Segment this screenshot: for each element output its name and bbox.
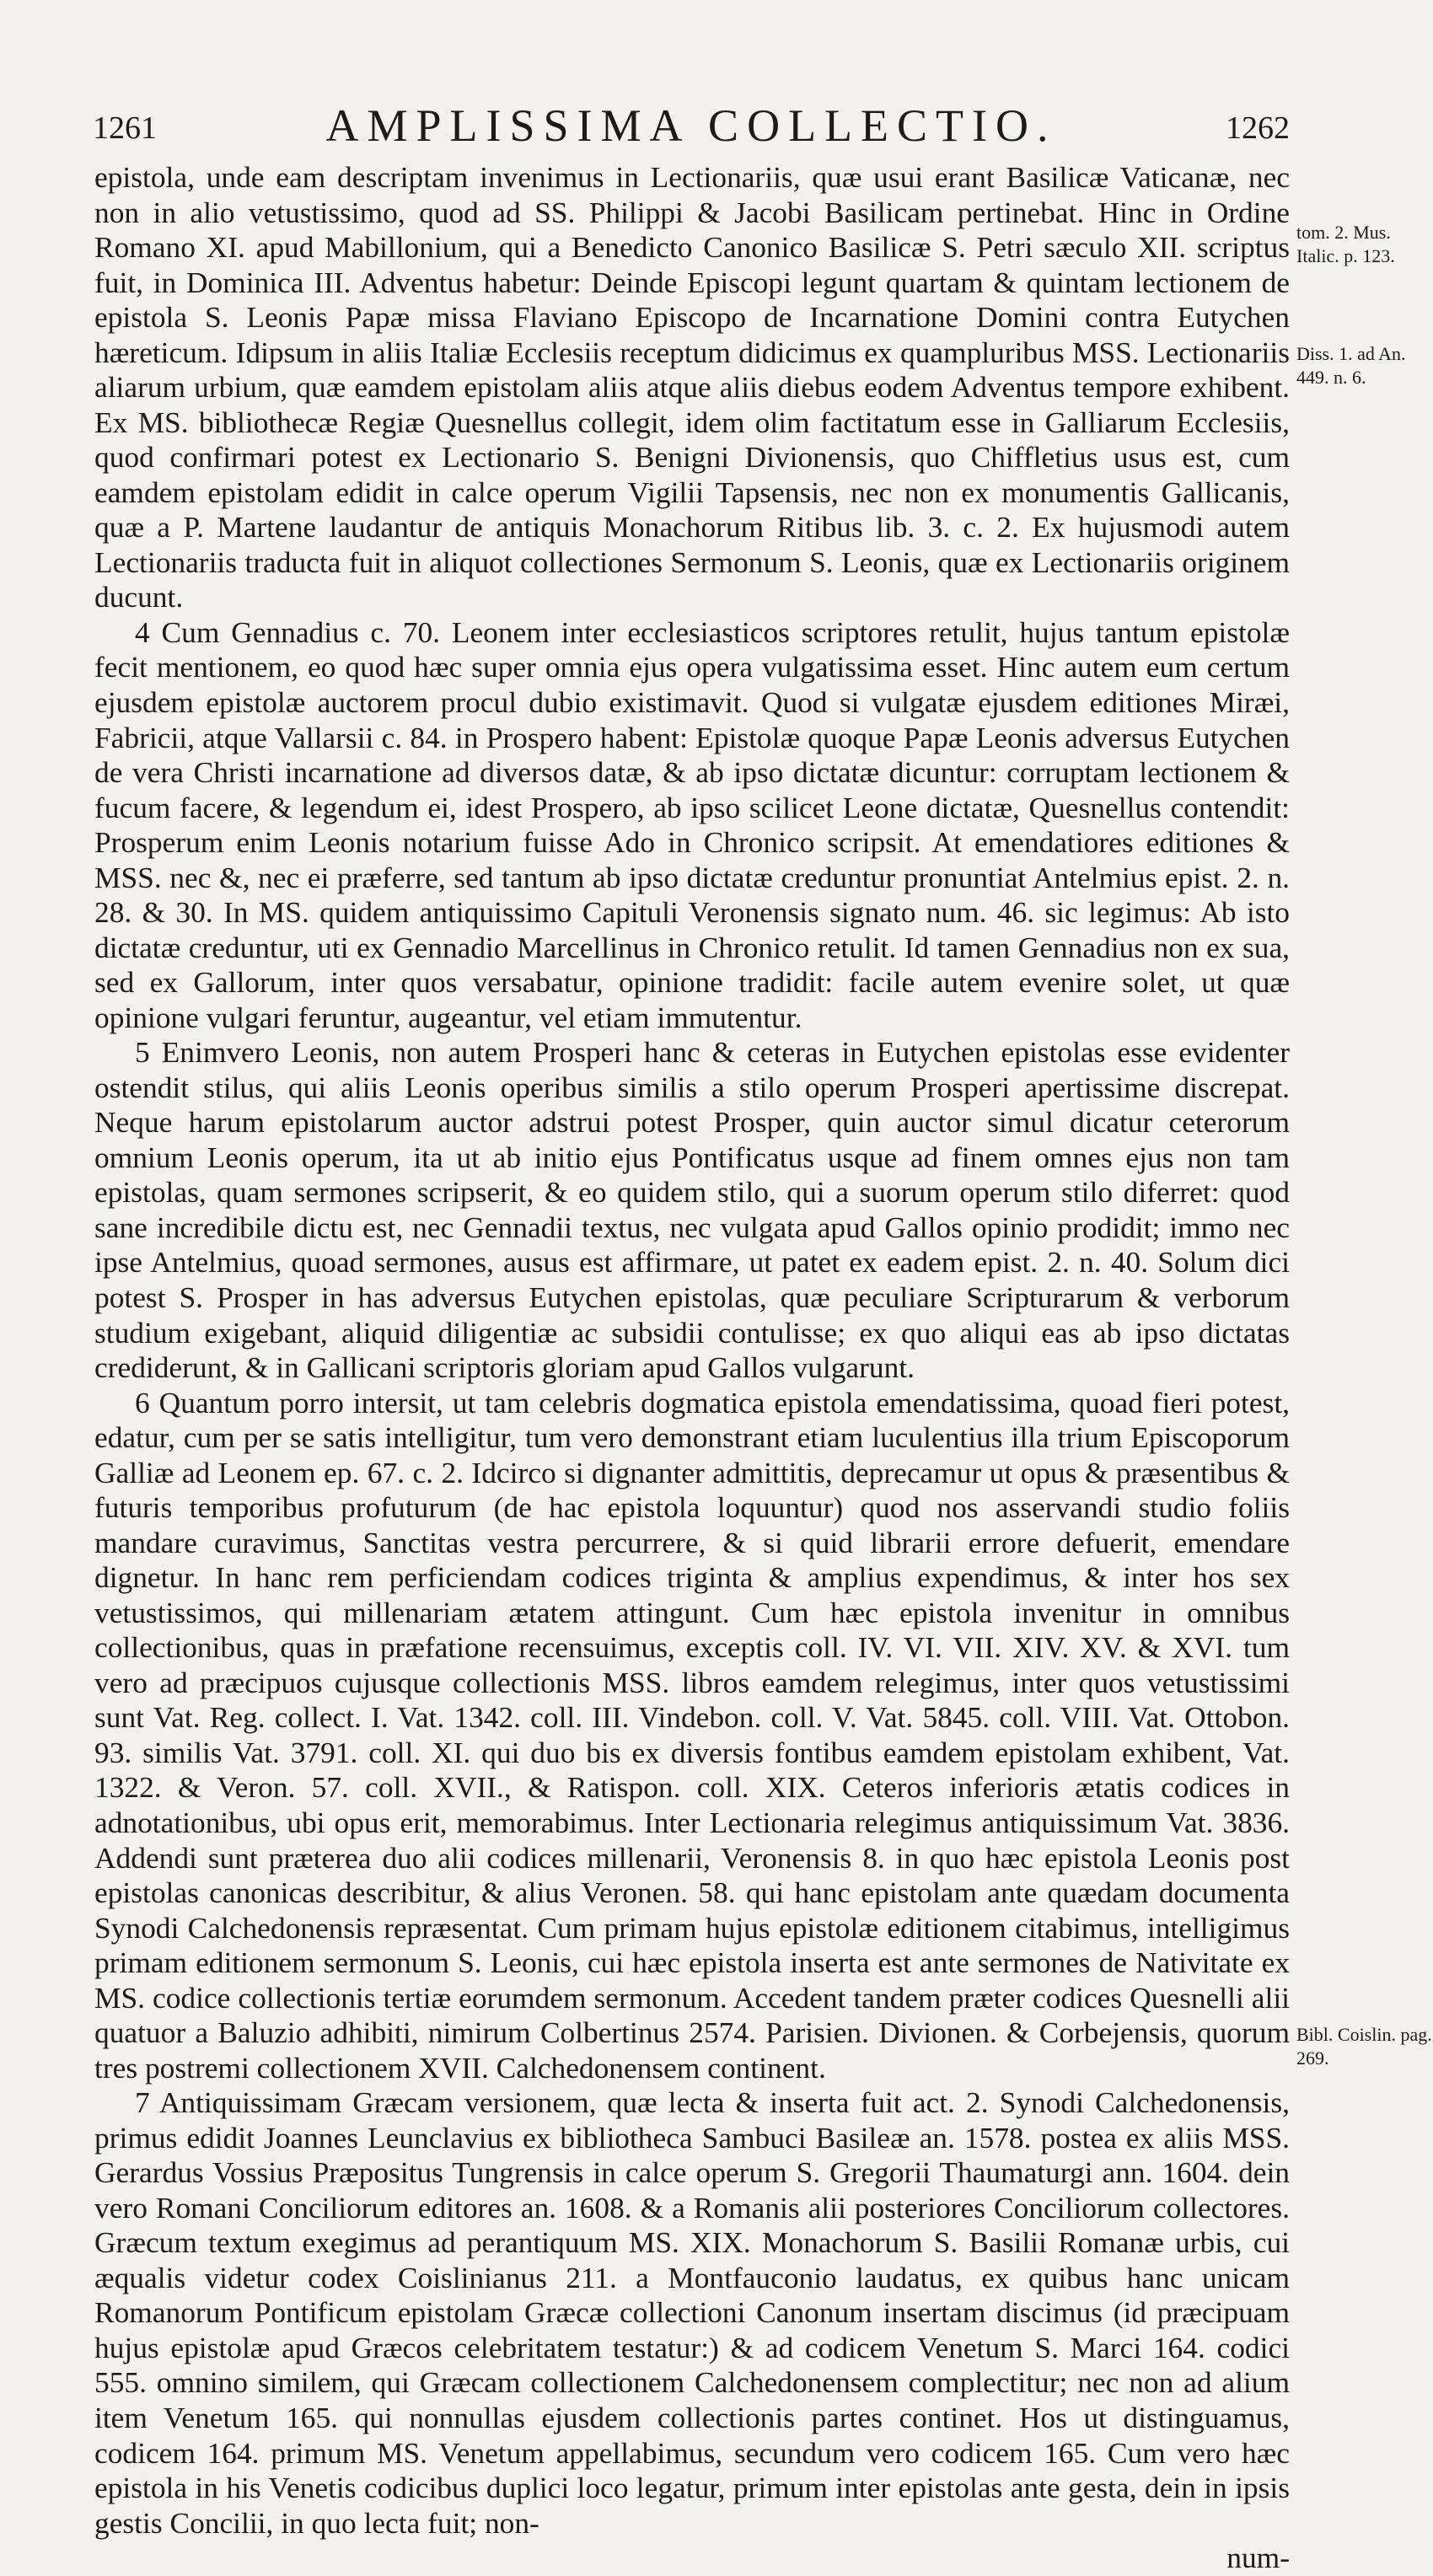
page-number-right: 1262 xyxy=(1226,110,1290,146)
margin-note: Diss. 1. ad An. 449. n. 6. xyxy=(1296,343,1406,388)
running-header xyxy=(93,99,1290,158)
page-title: AMPLISSIMA COLLECTIO. xyxy=(325,100,1057,151)
paragraph: 6 Quantum porro intersit, ut tam celebris dogmatica epistola emendatissima, quoad fieri potest, edatur, cum per se satis intelligitur, tum vero demonstrant etiam luculentius illa trium Episcoporum Galliæ ad Leonem ep. 67. c. 2. Idcirco si dignanter admittitis, deprecamur ut opus & præsentibus & futuris temporibus profuturum (de hac epistola loquuntur) quod nos asservandi studio foliis mandare curavimus, Sanctitas vestra percurrere, & si quid librarii errore defuerit, emendare dignetur. In hanc rem perficiendam codices triginta & amplius expendimus, & inter hos sex vetustissimos, qui millenariam ætatem attingunt. Cum hæc epistola invenitur in omnibus collectionibus, quas in præfatione recensuimus, exceptis coll. IV. VI. VII. XIV. XV. & XVI. tum vero ad præcipuos cujusque collectionis MSS. libros eamdem relegimus, inter quos vetustissimi sunt Vat. Reg. collect. I. Vat. 1342. coll. III. Vindebon. coll. V. Vat. 5845. coll. VIII. Vat. Ottobon. 93. similis Vat. 3791. coll. XI. qui duo bis ex diversis fontibus eamdem epistolam exhibent, Vat. 1322. & Veron. 57. coll. XVII., & Ratispon. coll. XIX. Ceteros inferioris ætatis codices in adnotationibus, ubi opus erit, memorabimus. Inter Lectionaria relegimus antiquissimum Vat. 3836. Addendi sunt præterea duo alii codices millenarii, Veronensis 8. in quo hæc epistola Leonis post epistolas canonicas describitur, & alius Veronen. 58. qui hanc epistolam ante quædam documenta Synodi Calchedonensis repræsentat. Cum primam hujus epistolæ editionem citabimus, intelligimus primam editionem sermonum S. Leonis, cui hæc epistola inserta est ante sermones de Nativitate ex MS. codice collectionis tertiæ eorumdem sermonum. Accedent tandem præter codices Quesnelli alii quatuor a Baluzio adhibiti, nimirum Colbertinus 2574. Parisien. Divionen. & Corbejensis, quorum tres postremi collectionem XVII. Calchedonensem continent. xyxy=(94,1385,1290,2085)
margin-note: Bibl. Coislin. pag. 269. xyxy=(1296,2024,1432,2069)
text-body xyxy=(94,160,1290,2575)
catchword: num- xyxy=(1226,2541,1290,2575)
paragraph: 7 Antiquissimam Græcam versionem, quæ lecta & inserta fuit act. 2. Synodi Calchedonensis, primus edidit Joannes Leunclavius ex bibliotheca Sambuci Basileæ an. 1578. postea ex aliis MSS. Gerardus Vossius Præpositus Tungrensis in calce operum S. Gregorii Thaumaturgi ann. 1604. dein vero Romani Conciliorum editores an. 1608. & a Romanis alii posteriores Conciliorum collectores. Græcum textum exegimus ad perantiquum MS. XIX. Monachorum S. Basilii Romanæ urbis, cui æqualis videtur codex Coislinianus 211. a Montfauconio laudatus, ex quibus hanc unicam Romanorum Pontificum epistolam Græcæ collectioni Canonum insertam discimus (id præcipuam hujus epistolæ apud Græcos celebritatem testatur:) & ad codicem Venetum S. Marci 164. codici 555. omnino similem, qui Græcam collectionem Calchedonensem complectitur; nec non ad alium item Venetum 165. qui nonnullas ejusdem collectionis partes continet. Hos ut distinguamus, codicem 164. primum MS. Venetum appellabimus, secundum vero codicem 165. Cum vero hæc epistola in his Venetis codicibus duplici loco legatur, primum inter epistolas ante gesta, dein in ipsis gestis Concilii, in quo lecta fuit; non- xyxy=(94,2085,1290,2540)
margin-note: tom. 2. Mus. Italic. p. 123. xyxy=(1296,222,1395,266)
paragraph: 4 Cum Gennadius c. 70. Leonem inter ecclesiasticos scriptores retulit, hujus tantum epistolæ fecit mentionem, eo quod hæc super omnia ejus opera vulgatissima esset. Hinc autem eum certum ejusdem epistolæ auctorem procul dubio existimavit. Quod si vulgatæ ejusdem editiones Miræi, Fabricii, atque Vallarsii c. 84. in Prospero habent: Epistolæ quoque Papæ Leonis adversus Eutychen de vera Christi incarnatione ad diversos datæ, & ab ipso dictatæ dicuntur: corruptam lectionem & fucum facere, & legendum ei, idest Prospero, ab ipso scilicet Leone dictatæ, Quesnellus contendit: Prosperum enim Leonis notarium fuisse Ado in Chronico scripsit. At emendatiores editiones & MSS. nec &, nec ei præferre, sed tantum ab ipso dictatæ creduntur pronuntiat Antelmius epist. 2. n. 28. & 30. In MS. quidem antiquissimo Capituli Veronensis signato num. 46. sic legimus: Ab isto dictatæ creduntur, uti ex Gennadio Marcellinus in Chronico retulit. Id tamen Gennadius non ex sua, sed ex Gallorum, inter quos versabatur, opinione tradidit: facile autem evenire solet, ut quæ opinione vulgari feruntur, augeantur, vel etiam immutentur. xyxy=(94,614,1290,1034)
paragraph: epistola, unde eam descriptam invenimus in Lectionariis, quæ usui erant Basilicæ Vaticanæ, nec non in alio vetustissimo, quod ad SS. Philippi & Jacobi Basilicam pertinebat. Hinc in Ordine Romano XI. apud Mabillonium, qui a Benedicto Canonico Basilicæ S. Petri sæculo XII. scriptus fuit, in Dominica III. Adventus habetur: Deinde Episcopi legunt quartam & quintam lectionem de epistola S. Leonis Papæ missa Flaviano Episcopo de Incarnatione Domini contra Eutychen hæreticum. Idipsum in aliis Italiæ Ecclesiis receptum didicimus ex quampluribus MSS. Lectionariis aliarum urbium, quæ eamdem epistolam aliis atque aliis diebus eodem Adventus tempore exhibent. Ex MS. bibliothecæ Regiæ Quesnellus collegit, idem olim factitatum esse in Galliarum Ecclesiis, quod confirmari potest ex Lectionario S. Benigni Divionensis, quo Chiffletius usus est, cum eamdem epistolam edidit in calce operum Vigilii Tapsensis, nec non ex monumentis Gallicanis, quæ a P. Martene laudantur de antiquis Monachorum Ritibus lib. 3. c. 2. Ex hujusmodi autem Lectionariis traducta fuit in aliquot collectiones Sermonum S. Leonis, quæ ex Lectionariis originem ducunt. xyxy=(94,160,1290,614)
page-number-left: 1261 xyxy=(93,110,157,146)
paragraph: 5 Enimvero Leonis, non autem Prosperi hanc & ceteras in Eutychen epistolas esse evidenter ostendit stilus, qui aliis Leonis operibus similis a stilo operum Prosperi apertissime discrepat. Neque harum epistolarum auctor adstrui potest Prosper, quin auctor simul dicatur ceterorum omnium Leonis operum, ita ut ab initio ejus Pontificatus usque ad finem omnes ejus non tam epistolas, quam sermones scripserit, & eo quidem stilo, qui a suorum operum stilo diferret: quod sane incredibile dictu est, nec Gennadii textus, nec vulgata apud Gallos opinio prodidit; immo nec ipse Antelmius, quoad sermones, ausus est affirmare, ut patet ex eadem epist. 2. n. 40. Solum dici potest S. Prosper in has adversus Eutychen epistolas, quæ peculiare Scripturarum & verborum studium exigebant, aliquid diligentiæ ac subsidii contulisse; ex quo aliqui eas ab ipso dictatas crediderunt, & in Gallicani scriptoris gloriam apud Gallos vulgarunt. xyxy=(94,1035,1290,1385)
